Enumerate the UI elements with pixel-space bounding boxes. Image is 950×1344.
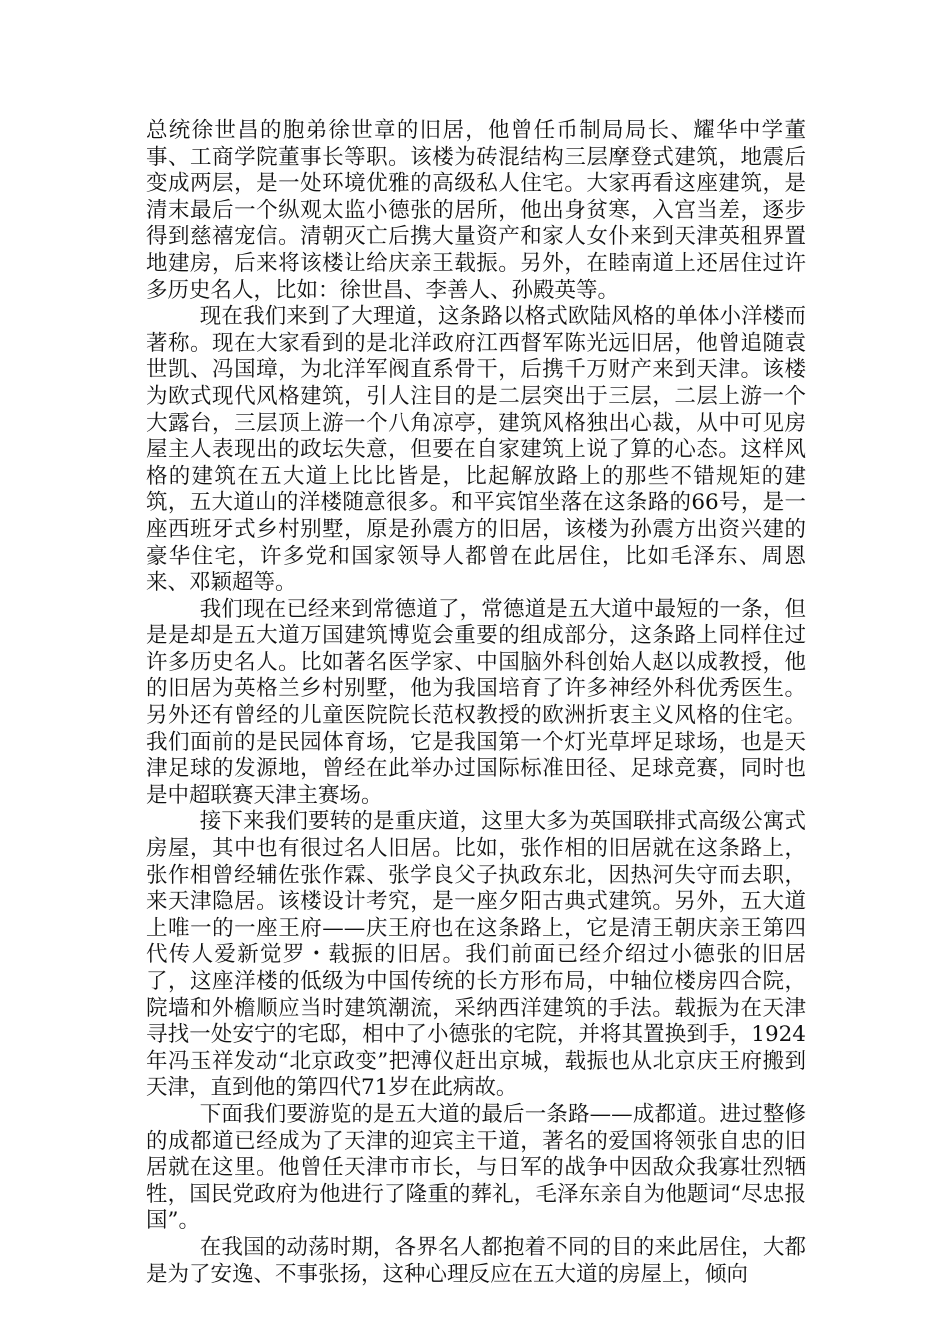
paragraph-turbulent-period: 在我国的动荡时期，各界名人都抱着不同的目的来此居住，大都是为了安逸、不事张扬，这种心理反应在五大道的房屋上，倾向 [146,1234,806,1287]
paragraph-xu-shizhang-residence: 总统徐世昌的胞弟徐世章的旧居，他曾任币制局局长、耀华中学董事、工商学院董事长等职。该楼为砖混结构三层摩登式建筑，地震后变成两层，是一处环境优雅的高级私人住宅。大家再看这座建筑，是清末最后一个纵观太监小德张的居所，他出身贫寒，入宫当差，逐步得到慈禧宠信。清朝灭亡后携大量资产和家人女仆来到天津英租界置地建房，后来将该楼让给庆亲王载振。另外，在睦南道上还居住过许多历史名人，比如：徐世昌、李善人、孙殿英等。 [146,118,806,303]
document-body [146,118,806,1288]
paragraph-chongqing-road: 接下来我们要转的是重庆道，这里大多为英国联排式高级公寓式房屋，其中也有很过名人旧居。比如，张作相的旧居就在这条路上，张作相曾经辅佐张作霖、张学良父子执政东北，因热河失守而去职，来天津隐居。该楼设计考究，是一座夕阳古典式建筑。另外，五大道上唯一的一座王府——庆王府也在这条路上，它是清王朝庆亲王第四代传人爱新觉罗・载振的旧居。我们前面已经介绍过小德张的旧居了，这座洋楼的低级为中国传统的长方形布局，中轴位楼房四合院，院墙和外檐顺应当时建筑潮流，采纳西洋建筑的手法。载振为在天津寻找一处安宁的宅邸，相中了小德张的宅院，并将其置换到手，1924年冯玉祥发动“北京政变”把溥仪赶出京城，载振也从北京庆王府搬到天津，直到他的第四代71岁在此病故。 [146,809,806,1101]
paragraph-dali-road: 现在我们来到了大理道，这条路以格式欧陆风格的单体小洋楼而著称。现在大家看到的是北洋政府江西督军陈光远旧居，他曾追随袁世凯、冯国璋，为北洋军阀直系骨干，后携千万财产来到天津。该楼为欧式现代风格建筑，引人注目的是二层突出于三层，二层上游一个大露台，三层顶上游一个八角凉亭，建筑风格独出心裁，从中可见房屋主人表现出的政坛失意，但要在自家建筑上说了算的心态。这样风格的建筑在五大道上比比皆是，比起解放路上的那些不错规矩的建筑，五大道山的洋楼随意很多。和平宾馆坐落在这条路的66号，是一座西班牙式乡村别墅，原是孙震方的旧居，该楼为孙震方出资兴建的豪华住宅，许多党和国家领导人都曾在此居住，比如毛泽东、周恩来、邓颖超等。 [146,304,806,596]
paragraph-changde-road: 我们现在已经来到常德道了，常德道是五大道中最短的一条，但是是却是五大道万国建筑博览会重要的组成部分，这条路上同样住过许多历史名人。比如著名医学家、中国脑外科创始人赵以成教授，他的旧居为英格兰乡村别墅，他为我国培育了许多神经外科优秀医生。另外还有曾经的儿童医院院长范权教授的欧洲折衷主义风格的住宅。我们面前的是民园体育场，它是我国第一个灯光草坪足球场，也是天津足球的发源地，曾经在此举办过国际标准田径、足球竞赛，同时也是中超联赛天津主赛场。 [146,596,806,808]
paragraph-chengdu-road: 下面我们要游览的是五大道的最后一条路——成都道。进过整修的成都道已经成为了天津的迎宾主干道，著名的爱国将领张自忠的旧居就在这里。他曾任天津市市长，与日军的战争中因敌众我寡壮烈牺牲，国民党政府为他进行了隆重的葬礼，毛泽东亲自为他题词“尽忠报国”。 [146,1101,806,1234]
